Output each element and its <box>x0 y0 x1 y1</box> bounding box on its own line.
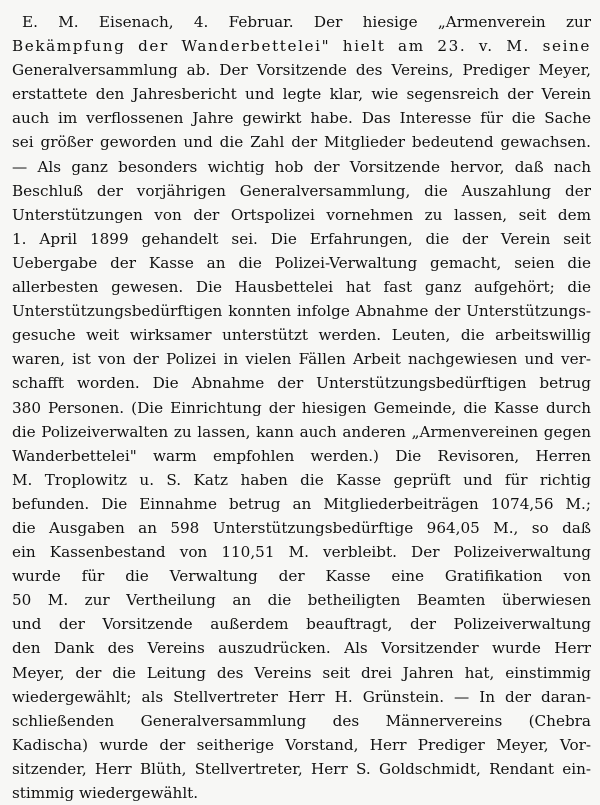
article-line: erstattete den Jahresbericht und legte klar, wie segensreich der Verein <box>12 85 591 104</box>
article-line: Uebergabe der Kasse an die Polizei-Verwaltung gemacht, seien die <box>12 253 591 272</box>
article-line: die Ausgaben an 598 Unterstützungsbedürftige 964,05 M., so daß <box>12 518 591 537</box>
article-line: Kadischa) wurde der seitherige Vorstand, Herr Prediger Meyer, Vor- <box>12 735 591 754</box>
article-line: Unterstützungsbedürftigen konnten infolge Abnahme der Unterstützungs- <box>12 302 591 321</box>
article-line: befunden. Die Einnahme betrug an Mitgliederbeiträgen 1074,56 M.; <box>12 494 591 513</box>
article-line: sitzender, Herr Blüth, Stellvertreter, Herr S. Goldschmidt, Rendant ein- <box>12 759 591 778</box>
article-line: 1. April 1899 gehandelt sei. Die Erfahrungen, die der Verein seit <box>12 229 591 248</box>
article-line: M. Troplowitz u. S. Katz haben die Kasse geprüft und für richtig <box>12 470 591 489</box>
article-line: schafft worden. Die Abnahme der Unterstützungsbedürftigen betrug <box>12 374 591 393</box>
article-line: wiedergewählt; als Stellvertreter Herr H. Grünstein. — In der daran- <box>12 687 591 706</box>
article-line: stimmig wiedergewählt. <box>12 784 199 802</box>
article-line: schließenden Generalversammlung des Männervereins (Chebra <box>12 711 591 730</box>
article-line: allerbesten gewesen. Die Hausbettelei hat fast ganz aufgehört; die <box>12 278 591 297</box>
article-line: Beschluß der vorjährigen Generalversammlung, die Auszahlung der <box>12 181 591 200</box>
article-line: ein Kassenbestand von 110,51 M. verbleibt. Der Polizeiverwaltung <box>12 543 591 562</box>
article-line: 380 Personen. (Die Einrichtung der hiesigen Gemeinde, die Kasse durch <box>12 398 591 417</box>
article-line: Meyer, der die Leitung des Vereins seit drei Jahren hat, einstimmig <box>12 663 591 682</box>
article-line: und der Vorsitzende außerdem beauftragt, der Polizeiverwaltung <box>12 615 591 634</box>
article-line: 50 M. zur Vertheilung an die betheiligten Beamten überwiesen <box>12 591 591 610</box>
article-line: auch im verflossenen Jahre gewirkt habe. Das Interesse für die Sache <box>12 109 591 128</box>
article-line: die Polizeiverwalten zu lassen, kann auch anderen „Armenvereinen gegen <box>12 422 591 441</box>
article-line: Unterstützungen von der Ortspolizei vornehmen zu lassen, seit dem <box>12 205 591 224</box>
article-line: waren, ist von der Polizei in vielen Fällen Arbeit nachgewiesen und ver- <box>12 350 591 369</box>
article-line: gesuche weit wirksamer unterstützt werden. Leuten, die arbeitswillig <box>12 326 591 345</box>
article-line: den Dank des Vereins auszudrücken. Als Vorsitzender wurde Herr <box>12 639 591 658</box>
article-line: Wanderbettelei" warm empfohlen werden.) Die Revisoren, Herren <box>12 446 591 465</box>
article-line: E. M. Eisenach, 4. Februar. Der hiesige „Armenverein zur <box>22 13 591 31</box>
article-line: Generalversammlung ab. Der Vorsitzende des Vereins, Prediger Meyer, <box>12 61 591 80</box>
article-line: — Als ganz besonders wichtig hob der Vorsitzende hervor, daß nach <box>12 157 591 176</box>
article-line: Bekämpfung der Wanderbettelei" hielt am 23. v. M. seine <box>12 37 591 56</box>
article-line: sei größer geworden und die Zahl der Mitglieder bedeutend gewachsen. <box>12 133 591 152</box>
article-line: wurde für die Verwaltung der Kasse eine Gratifikation von <box>12 567 591 586</box>
